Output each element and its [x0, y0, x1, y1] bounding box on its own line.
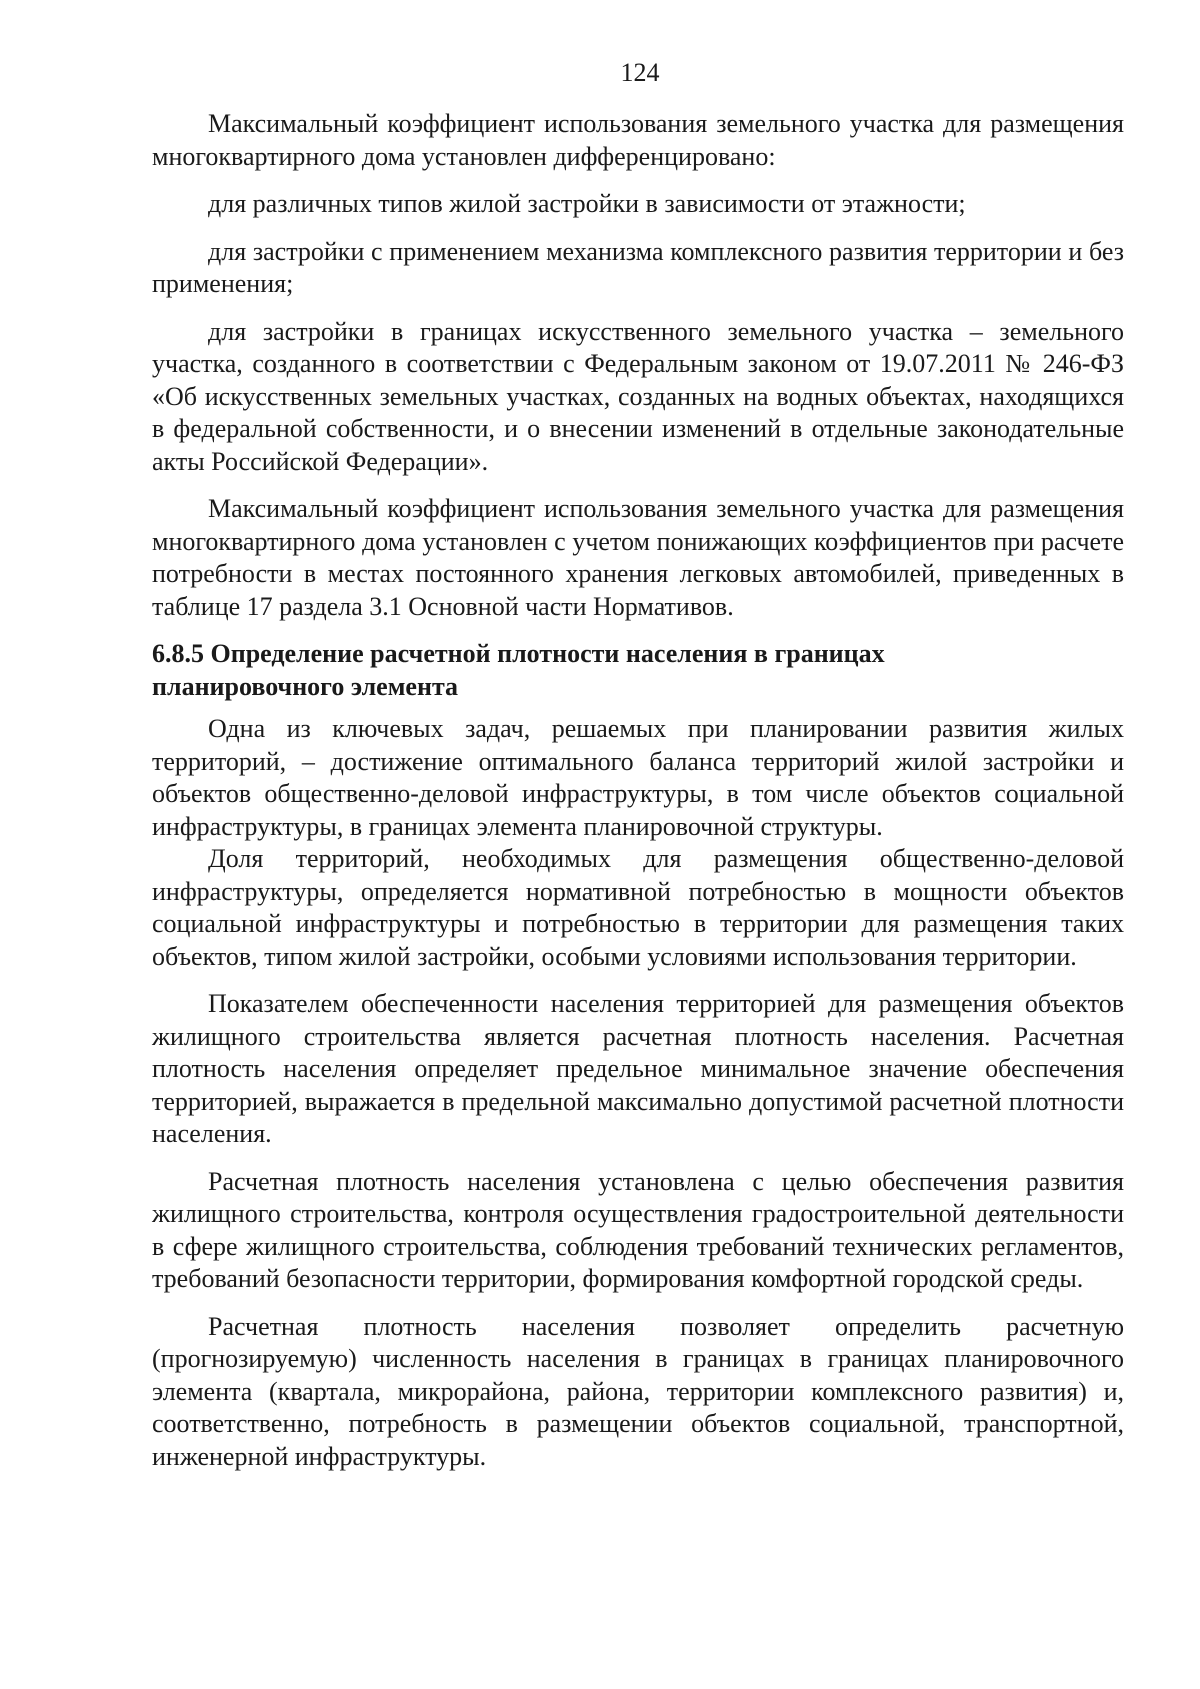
paragraph: Расчетная плотность населения установлена с целью обеспечения развития жилищного строительства, контроля осуществления градостроительной деятельности в сфере жилищного строительства, соблюдения требований технических регламентов, требований безопасности территории, формирования комфортной городской среды.	[152, 1166, 1124, 1293]
paragraph: для застройки в границах искусственного земельного участка – земельного участка, созданного в соответствии с Федеральным законом от 19.07.2011 № 246-ФЗ «Об искусственных земельных участках, созданных на водных объектах, находящихся в федеральной собственности, и о внесении изменений в отдельные законодательные акты Российской Федерации».	[152, 316, 1124, 476]
paragraph: Показателем обеспеченности населения территорией для размещения объектов жилищного строительства является расчетная плотность населения. Расчетная плотность населения определяет предельное минимальное значение обеспечения территорией, выражается в предельной максимально допустимой расчетной плотности населения.	[152, 989, 1124, 1148]
section-heading-line: планировочного элемента	[152, 672, 459, 701]
paragraph: Максимальный коэффициент использования земельного участка для размещения многоквартирного дома установлен дифференцировано:	[152, 109, 1124, 171]
section-heading-line: 6.8.5 Определение расчетной плотности населения в границах	[152, 639, 885, 668]
paragraph: Доля территорий, необходимых для размещения общественно-деловой инфраструктуры, определяется нормативной потребностью в мощности объектов социальной инфраструктуры и потребностью в территории для размещения таких объектов, типом жилой застройки, особыми условиями использования территории.	[152, 844, 1124, 971]
paragraph: для застройки с применением механизма комплексного развития территории и без применения;	[152, 236, 1124, 298]
paragraph: Расчетная плотность населения позволяет определить расчетную (прогнозируемую) численность населения в границах в границах планировочного элемента (квартала, микрорайона, района, территории комплексного развития) и, соответственно, потребность в размещении объектов социальной, транспортной, инженерной инфраструктуры.	[152, 1311, 1124, 1471]
paragraph: для различных типов жилой застройки в зависимости от этажности;	[208, 189, 966, 218]
section-heading	[152, 637, 1124, 703]
paragraph: Одна из ключевых задач, решаемых при планировании развития жилых территорий, – достижение оптимального баланса территорий жилой застройки и объектов общественно-деловой инфраструктуры, в том числе объектов социальной инфраструктуры, в границах элемента планировочной структуры.	[152, 714, 1124, 841]
page-number: 124	[620, 58, 660, 87]
document-body	[152, 108, 1124, 1473]
paragraph: Максимальный коэффициент использования земельного участка для размещения многоквартирного дома установлен с учетом понижающих коэффициентов при расчете потребности в местах постоянного хранения легковых автомобилей, приведенных в таблице 17 раздела 3.1 Основной части Нормативов.	[152, 494, 1124, 621]
